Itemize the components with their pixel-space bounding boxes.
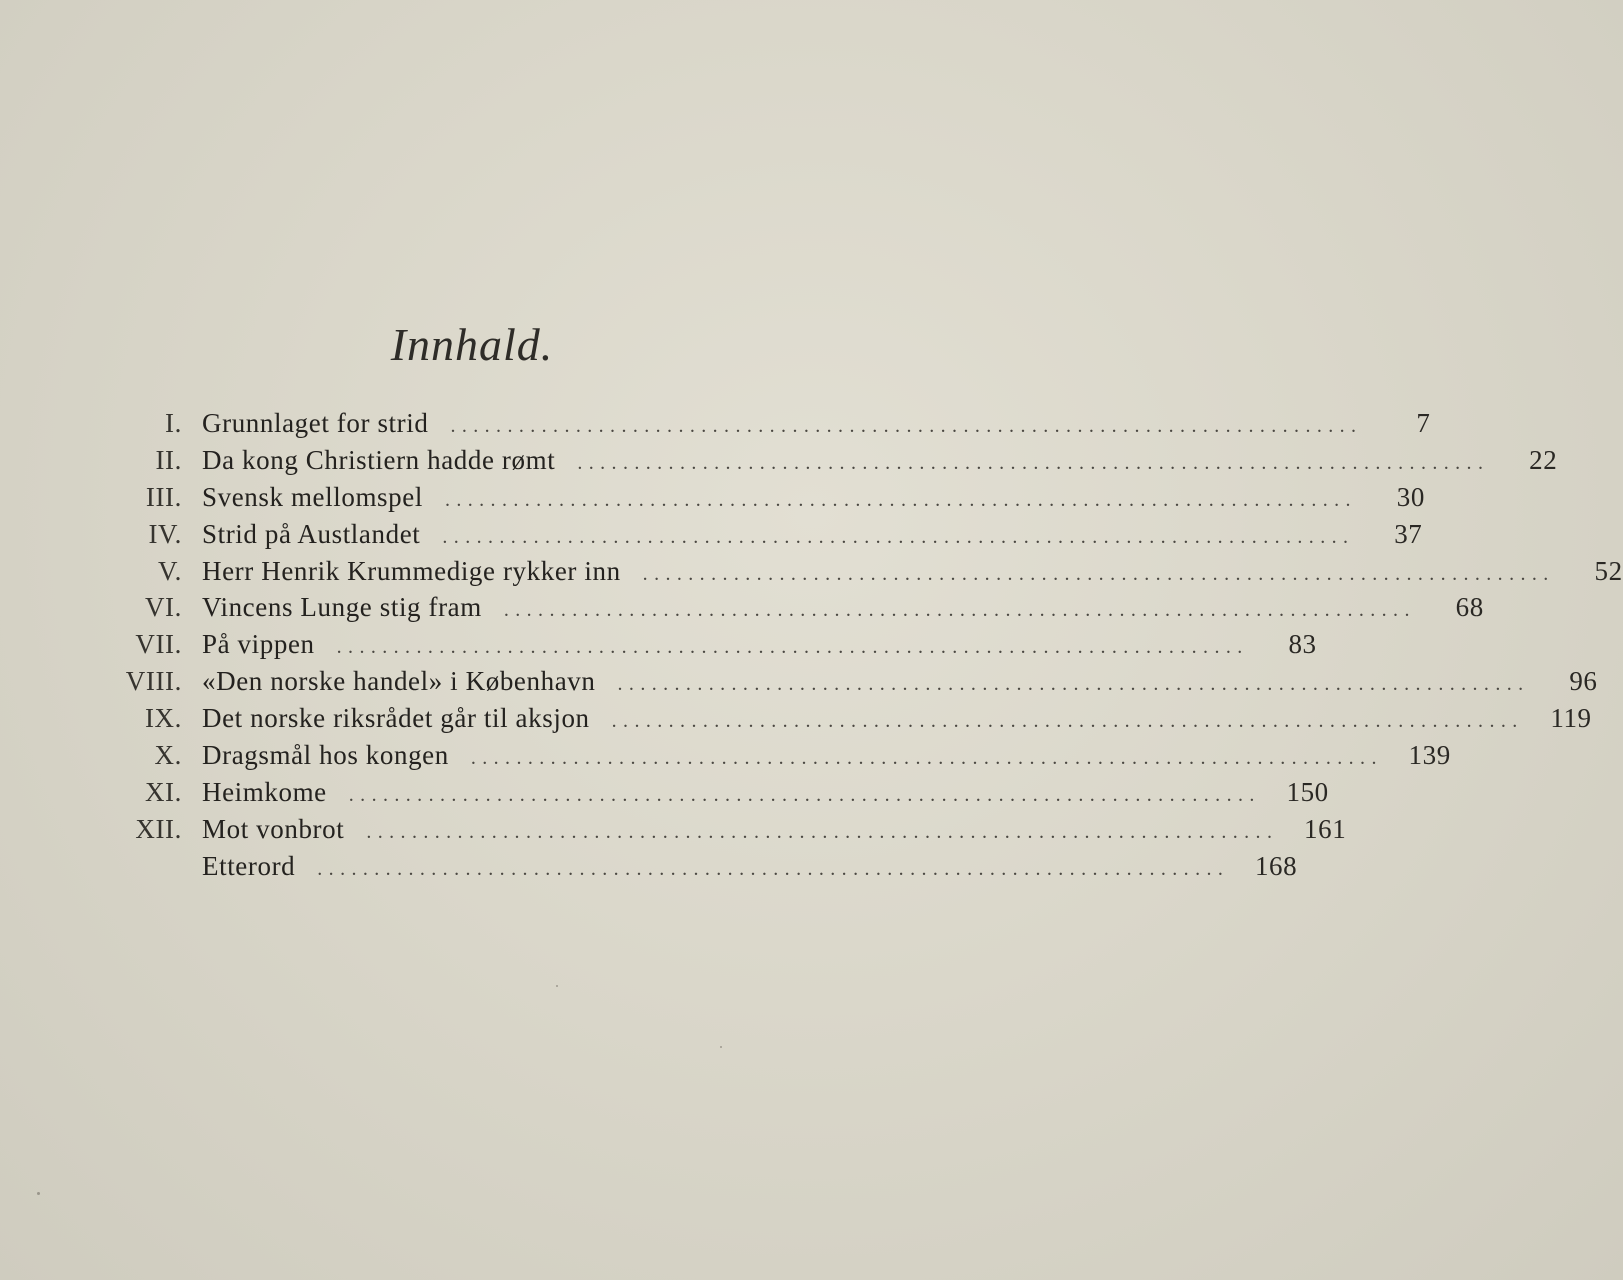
page-number: 52 [1594, 555, 1623, 586]
page-number: 37 [1394, 518, 1423, 549]
chapter-title: Da kong Christiern hadde rømt [202, 444, 556, 475]
dot-leader: ................................................................................ [444, 488, 1357, 511]
chapter-number: IX. [144, 703, 182, 734]
dot-leader: ................................................................................ [348, 783, 1261, 806]
dot-leader: ................................................................................ [450, 415, 1363, 437]
dot-leader: ................................................................................ [642, 562, 1555, 585]
chapter-title: På vippen [202, 629, 315, 660]
toc-entry [100, 663, 1598, 700]
chapter-number: I. [165, 408, 182, 438]
toc-entry [100, 700, 1592, 737]
chapter-title: «Den norske handel» i København [202, 666, 596, 697]
page-number: 161 [1304, 813, 1347, 844]
dot-leader: ................................................................................ [577, 451, 1490, 474]
table-of-contents [100, 405, 1623, 885]
paper-speck [720, 1046, 722, 1048]
toc-entry [100, 589, 1484, 626]
chapter-title: Dragsmål hos kongen [202, 740, 449, 771]
toc-entry [100, 442, 1558, 479]
toc-entry [100, 405, 1431, 442]
toc-entry [100, 516, 1423, 553]
chapter-title: Grunnlaget for strid [202, 408, 429, 438]
chapter-number: VIII. [125, 666, 182, 697]
dot-leader: ................................................................................ [366, 820, 1279, 843]
toc-entry [100, 737, 1451, 774]
chapter-number: VII. [135, 629, 182, 660]
page-number: 83 [1288, 629, 1317, 660]
dot-leader: ................................................................................ [442, 525, 1355, 548]
toc-entry [100, 811, 1347, 848]
dot-leader: ................................................................................ [336, 636, 1249, 659]
page-number: 68 [1455, 592, 1484, 623]
chapter-number: XI. [144, 776, 182, 807]
paper-speck [37, 1192, 40, 1195]
chapter-title: Strid på Austlandet [202, 518, 421, 549]
chapter-number: II. [155, 444, 182, 475]
page-number: 139 [1408, 740, 1451, 771]
chapter-title: Etterord [202, 850, 296, 881]
page-number: 150 [1286, 776, 1329, 807]
page-number: 96 [1569, 666, 1598, 697]
chapter-number: VI. [144, 592, 182, 623]
dot-leader: ................................................................................ [617, 673, 1530, 696]
toc-entry [100, 774, 1329, 811]
chapter-title: Svensk mellomspel [202, 481, 423, 512]
dot-leader: ................................................................................ [470, 747, 1383, 770]
page-number: 7 [1416, 408, 1431, 438]
toc-entry [100, 553, 1623, 590]
chapter-number: XII. [135, 813, 182, 844]
toc-entry [100, 626, 1317, 663]
chapter-title: Herr Henrik Krummedige rykker inn [202, 555, 621, 586]
page-number: 30 [1396, 481, 1425, 512]
chapter-title: Vincens Lunge stig fram [202, 592, 482, 623]
chapter-number: X. [154, 740, 182, 771]
page-number: 22 [1529, 444, 1558, 475]
page-title: Innhald. [390, 319, 554, 370]
dot-leader: ................................................................................ [317, 857, 1230, 880]
page-number: 168 [1254, 850, 1298, 881]
paper-speck [556, 985, 558, 987]
dot-leader: ................................................................................ [503, 599, 1416, 622]
toc-entry [100, 479, 1425, 516]
chapter-number: III. [145, 481, 182, 512]
chapter-number: IV. [148, 518, 182, 549]
toc-entry [100, 848, 1298, 885]
page-number: 119 [1550, 703, 1592, 734]
chapter-title: Mot vonbrot [202, 813, 345, 844]
chapter-number: V. [158, 555, 182, 586]
dot-leader: ................................................................................ [611, 710, 1524, 733]
chapter-title: Det norske riksrådet går til aksjon [202, 703, 590, 734]
chapter-title: Heimkome [202, 776, 327, 807]
